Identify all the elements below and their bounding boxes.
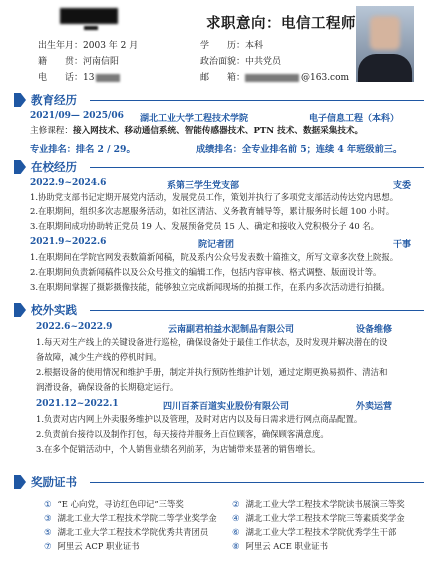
- list-item: 3.在职期间成功协助转正党员 19 人、发展预备党员 15 人、确定和接收入党积极分子 40 名。: [30, 221, 380, 231]
- practice-role: 外卖运营: [356, 402, 393, 412]
- list-item: 1.负责对店内网上外卖服务维护以及管理，及时对店内以及每日需求进行网点商品配置。: [36, 414, 363, 424]
- practice-role: 设备维修: [356, 325, 393, 335]
- native-info: [38, 56, 119, 68]
- edu-value: 本科: [245, 41, 264, 51]
- edu-score: 成绩排名：全专业排名前 5；连续 4 年班级前三。: [196, 144, 403, 155]
- avatar: [356, 6, 414, 82]
- award-number: ③: [44, 513, 52, 523]
- award-number: ②: [232, 499, 240, 509]
- name-redacted: [60, 8, 118, 24]
- award-number: ④: [232, 513, 240, 523]
- award-text: “E 心向党，寻访红色印记”三等奖: [57, 499, 184, 509]
- list-item: 润滑设备，确保设备的长期稳定运行。: [36, 382, 179, 392]
- name-redacted-mark: [84, 26, 98, 30]
- campus-org: 院记者团: [198, 240, 235, 250]
- award-number: ⑦: [44, 541, 52, 551]
- award-item: [232, 512, 405, 524]
- campus-section-header: [14, 160, 424, 174]
- award-text: 阿里云 ACE 职业证书: [245, 541, 329, 551]
- section-arrow-icon: [14, 303, 26, 317]
- award-item: [232, 540, 328, 552]
- politics-label: 政治面貌：: [200, 57, 246, 67]
- edu-rank: 专业排名：排名 2 / 29。: [30, 144, 136, 155]
- courses-value: 接入网技术、移动通信系统、智能传感器技术、PTN 技术、数据采集技术。: [72, 126, 364, 136]
- practice-org: 云南副君柏益水泥制品有限公司: [168, 325, 295, 335]
- list-item: 1.每天对生产线上的关键设备进行巡检，确保设备处于最佳工作状态，及时发现并解决潜在的设: [36, 337, 388, 347]
- section-divider: [90, 100, 424, 101]
- section-divider: [90, 167, 424, 168]
- section-arrow-icon: [14, 160, 26, 174]
- email-label: 邮 箱：: [200, 73, 246, 83]
- edu-major: 电子信息工程（本科）: [309, 114, 400, 124]
- section-divider: [90, 310, 424, 311]
- award-number: ⑥: [232, 527, 240, 537]
- award-item: [44, 540, 140, 552]
- edu-courses: [30, 126, 363, 137]
- campus-role: 支委: [393, 181, 412, 191]
- native-label: 籍 贯：: [38, 57, 84, 67]
- phone-redacted: [96, 74, 120, 82]
- award-item: [44, 526, 208, 538]
- edu-school: 湖北工业大学工程技术学院: [140, 114, 249, 124]
- phone-label: 电 话：: [38, 73, 84, 83]
- awards-title: 奖励证书: [31, 475, 77, 489]
- job-intention-title: 求职意向：电信工程师: [206, 15, 356, 32]
- list-item: 3.在职期间掌握了摄影摄像技能，能够独立完成新闻现场的拍摄工作，在系内多次活动进行拍摄。: [30, 282, 390, 292]
- birth-label: 出生年月：: [38, 41, 84, 51]
- email-redacted: [245, 74, 299, 82]
- award-number: ⑤: [44, 527, 52, 537]
- practice-title: 校外实践: [31, 303, 77, 317]
- award-text: 湖北工业大学工程技术学院二等学业奖学金: [57, 513, 217, 523]
- award-text: 湖北工业大学工程技术学院读书展演三等奖: [245, 499, 405, 509]
- practice-section-header: [14, 303, 424, 317]
- education-section-header: [14, 93, 424, 107]
- email-info: [200, 72, 349, 84]
- phone-value: 13: [83, 73, 95, 83]
- edu-info: [200, 40, 263, 52]
- list-item: 3.在多个促销活动中，个人销售业绩名列前茅，为店铺带来显著的销售增长。: [36, 444, 321, 454]
- campus-period: 2022.9~2024.6: [30, 178, 107, 188]
- campus-period: 2021.9~2022.6: [30, 237, 107, 247]
- award-number: ①: [44, 499, 52, 509]
- section-arrow-icon: [14, 475, 26, 489]
- politics-info: [200, 56, 281, 68]
- edu-label: 学 历：: [200, 41, 246, 51]
- campus-org: 系第三学生党支部: [167, 181, 240, 191]
- email-value: @163.com: [301, 73, 350, 83]
- list-item: 2.在职期间负责新闻稿件以及公众号推文的编辑工作，包括内容审核、格式调整、版面设计等。: [30, 267, 382, 277]
- section-divider: [90, 482, 424, 483]
- practice-period: 2021.12~2022.1: [36, 399, 119, 409]
- list-item: 2.根据设备的使用情况和维护手册，制定并执行预防性维护计划，通过定期更换易损件、清洁和: [36, 367, 388, 377]
- birth-info: [38, 40, 138, 52]
- list-item: 1.协助党支部书记定期开展党内活动，发展党员工作，策划并执行了多项党支部活动传达党内思想。: [30, 192, 399, 202]
- edu-period: 2021/09— 2025/06: [30, 111, 124, 121]
- list-item: 备故障，减少生产线的停机时间。: [36, 352, 162, 362]
- list-item: 2.负责前台接待以及制作打包，每天接待并服务上百位顾客，确保顾客满意度。: [36, 429, 329, 439]
- birth-value: 2003 年 2 月: [83, 41, 139, 51]
- practice-org: 四川百茶百道实业股份有限公司: [163, 402, 290, 412]
- section-arrow-icon: [14, 93, 26, 107]
- campus-role: 干事: [393, 240, 412, 250]
- award-text: 阿里云 ACP 职业证书: [57, 541, 140, 551]
- education-title: 教育经历: [31, 93, 77, 107]
- list-item: 2.在职期间，组织多次志愿服务活动，如社区清洁、义务教育辅导等，累计服务时长超 100 小时。: [30, 206, 395, 216]
- politics-value: 中共党员: [245, 57, 282, 67]
- courses-label: 主修课程：: [30, 126, 73, 136]
- award-item: [232, 526, 396, 538]
- award-item: [232, 498, 405, 510]
- list-item: 1.在职期间在学院官网发表数篇新闻稿，院及系内公众号发表数十篇推文，所写文章多次登上院报。: [30, 252, 399, 262]
- practice-period: 2022.6~2022.9: [36, 322, 113, 332]
- award-item: [44, 512, 217, 524]
- native-value: 河南信阳: [83, 57, 120, 67]
- award-number: ⑧: [232, 541, 240, 551]
- award-text: 湖北工业大学工程技术学院三等素质奖学金: [245, 513, 405, 523]
- award-text: 湖北工业大学工程技术学院优秀学生干部: [245, 527, 397, 537]
- award-item: [44, 498, 184, 510]
- award-text: 湖北工业大学工程技术学院优秀共青团员: [57, 527, 209, 537]
- phone-info: [38, 72, 120, 84]
- awards-section-header: [14, 475, 424, 489]
- campus-title: 在校经历: [31, 160, 77, 174]
